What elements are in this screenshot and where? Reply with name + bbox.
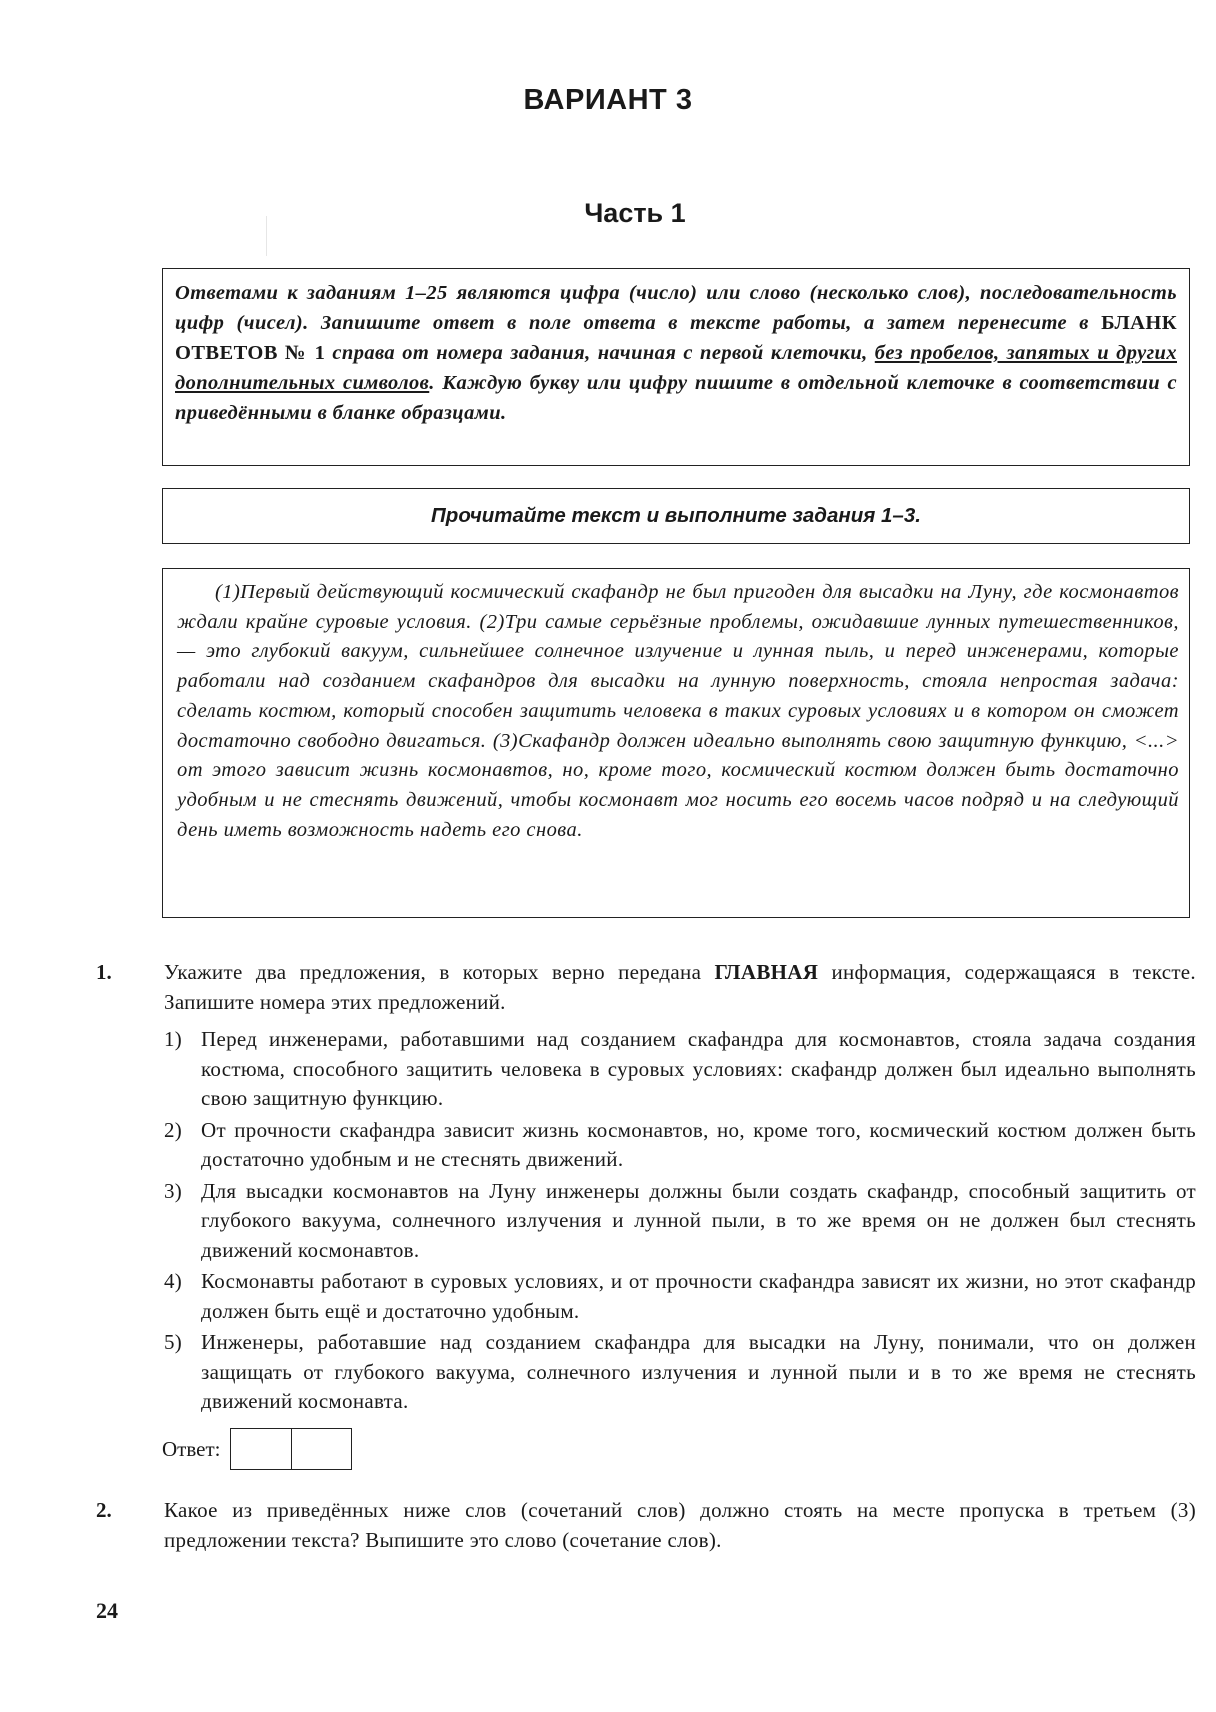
answer-option	[164, 1267, 1196, 1326]
read-task-box	[162, 488, 1190, 544]
option-text: Инженеры, работавшие над созданием скафандра для высадки на Луну, понимали, что он должен защищать от глубокого вакуума, солнечного излучения и лунной пыли и в то же время не стеснять движений космонавта.	[201, 1330, 1196, 1413]
option-number: 5)	[164, 1330, 183, 1354]
answer-options	[164, 1025, 1196, 1417]
task-number: 1.	[96, 960, 112, 984]
instructions-text-start: Ответами к заданиям 1–25 являются цифра (число) или слово (несколько слов), последовательность цифр (чисел). Запишите ответ в поле ответа в тексте работы, а затем перенесите в	[175, 282, 1177, 334]
option-number: 2)	[164, 1117, 183, 1142]
answer-row	[162, 1428, 352, 1470]
task-number: 2.	[96, 1498, 112, 1522]
option-text: От прочности скафандра зависит жизнь космонавтов, но, кроме того, космический костюм должен быть достаточно удобным и не стеснять движений.	[201, 1117, 1196, 1171]
option-text: Перед инженерами, работавшими над созданием скафандра для космонавтов, стояла задача создания костюма, способного защитить человека в суровых условиях: скафандр должен был идеально выполнять свою защитную функцию.	[201, 1027, 1196, 1110]
answer-option	[164, 1025, 1196, 1114]
task-question: Какое из приведённых ниже слов (сочетаний слов) должно стоять на месте пропуска в третьем (3) предложении текста? Выпишите это слово (сочетание слов).	[164, 1498, 1196, 1552]
task-question-start: Укажите два предложения, в которых верно передана	[164, 960, 715, 984]
task-1	[96, 958, 1196, 1419]
part-title: Часть 1	[584, 198, 686, 228]
instructions-text-end: . Каждую букву или цифру пишите в отдельной клеточке в соответствии с приведёнными в бланке образцами.	[175, 372, 1177, 424]
option-text: Для высадки космонавтов на Луну инженеры должны были создать скафандр, способный защитить от глубокого вакуума, солнечного излучения и лунной пыли, в то же время он не должен был стеснять движений космонавтов.	[201, 1178, 1196, 1262]
read-task-label: Прочитайте текст и выполните задания 1–3.	[431, 504, 921, 527]
passage-text: (1)Первый действующий космический скафандр не был пригоден для высадки на Луну, где космонавтов ждали крайне суровые условия. (2)Три самые серьёзные проблемы, ожидавшие лунных путешественников, — это глубокий вакуум, сильнейшее солнечное излучение и лунная пыль, и перед инженерами, которые работали над созданием скафандров для высадки на лунную поверхность, стояла непростая задача: сделать костюм, который способен защитить человека в таких суровых условиях и в котором он сможет достаточно свободно двигаться. (3)Скафандр должен идеально выполнять свою защитную функцию, <...> от этого зависит жизнь космонавтов, но, кроме того, космический костюм должен быть достаточно удобным и не стеснять движений, чтобы космонавт мог носить его восемь часов подряд и на следующий день иметь возможность надеть его снова.	[177, 581, 1179, 841]
option-number: 3)	[164, 1178, 183, 1203]
answer-cell[interactable]	[291, 1429, 351, 1469]
passage-box	[162, 568, 1190, 918]
answer-cells	[230, 1428, 352, 1470]
answer-cell[interactable]	[231, 1429, 291, 1469]
task-2	[96, 1496, 1196, 1555]
page-number: 24	[96, 1598, 118, 1623]
answer-label: Ответ:	[162, 1436, 221, 1461]
instructions-underlined: без пробелов, запятых и других дополнительных символов	[175, 342, 1177, 394]
instructions-box	[162, 268, 1190, 466]
answer-option	[164, 1328, 1196, 1417]
answer-option	[164, 1116, 1196, 1175]
option-text: Космонавты работают в суровых условиях, и от прочности скафандра зависят их жизни, но этот скафандр должен быть ещё и достаточно удобным.	[201, 1269, 1196, 1323]
task-question	[164, 958, 1196, 1017]
answer-option	[164, 1177, 1196, 1266]
task-question-emphasis: ГЛАВНАЯ	[714, 960, 819, 984]
answer-form-name: БЛАНК ОТВЕТОВ № 1	[175, 312, 1177, 364]
instructions-text-middle: справа от номера задания, начиная с первой клеточки,	[325, 342, 875, 364]
variant-title: ВАРИАНТ 3	[523, 84, 693, 116]
option-number: 1)	[164, 1027, 183, 1051]
option-number: 4)	[164, 1269, 183, 1293]
task-question-end: информация, содержащаяся в тексте. Запишите номера этих предложений.	[164, 960, 1196, 1014]
